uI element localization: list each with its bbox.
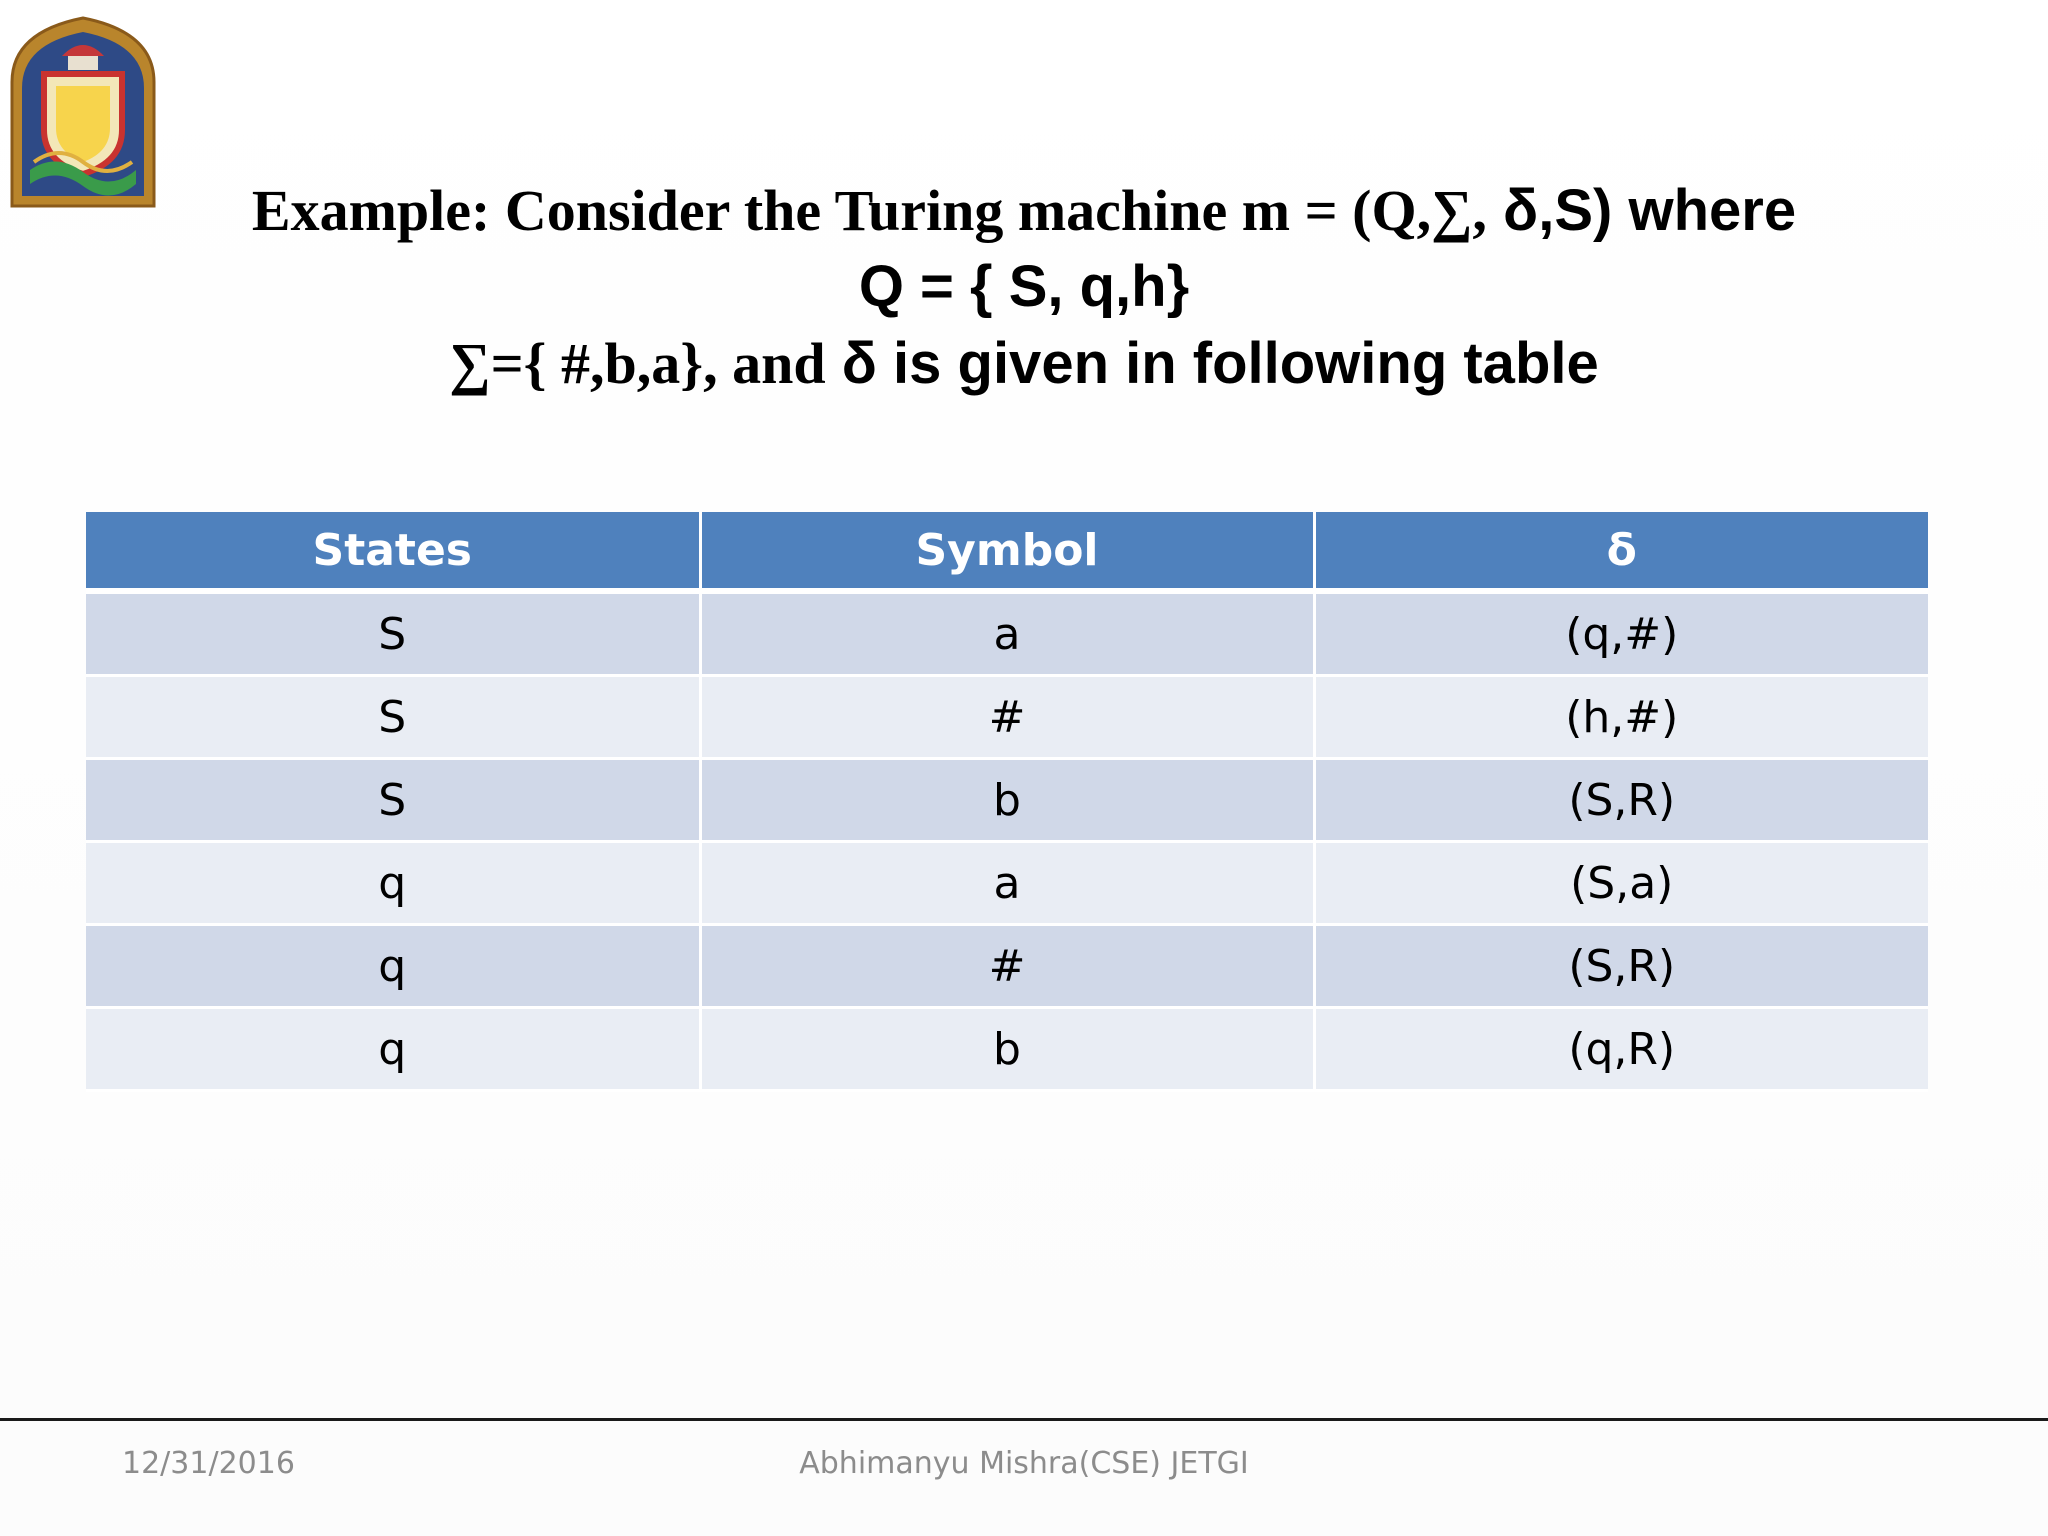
- table-row: [86, 591, 1928, 676]
- title-line-2: Q = { S, q,h}: [858, 254, 1190, 319]
- header-delta: δ: [1314, 512, 1928, 591]
- cell-symbol: #: [700, 925, 1314, 1008]
- cell-transition: (q,R): [1314, 1008, 1928, 1091]
- cell-transition: (S,R): [1314, 759, 1928, 842]
- cell-state: S: [86, 676, 700, 759]
- cell-state: S: [86, 591, 700, 676]
- cell-symbol: b: [700, 759, 1314, 842]
- title-line-1: Example: Consider the Turing machine m = (Q,∑, δ,S) where: [251, 178, 1797, 243]
- table-row: [86, 842, 1928, 925]
- footer-date: 12/31/2016: [122, 1446, 295, 1481]
- table-row: [86, 759, 1928, 842]
- footer-divider: [0, 1418, 2048, 1421]
- cell-transition: (q,#): [1314, 591, 1928, 676]
- slide-title: [0, 172, 2048, 402]
- table-row: [86, 676, 1928, 759]
- transition-table: [86, 512, 1928, 1092]
- cell-transition: (S,R): [1314, 925, 1928, 1008]
- cell-symbol: #: [700, 676, 1314, 759]
- cell-transition: (h,#): [1314, 676, 1928, 759]
- cell-state: S: [86, 759, 700, 842]
- cell-transition: (S,a): [1314, 842, 1928, 925]
- cell-symbol: b: [700, 1008, 1314, 1091]
- cell-state: q: [86, 842, 700, 925]
- table-header-row: [86, 512, 1928, 591]
- footer-author: Abhimanyu Mishra(CSE) JETGI: [799, 1446, 1249, 1481]
- cell-state: q: [86, 925, 700, 1008]
- header-states: States: [86, 512, 700, 591]
- title-line-3: ∑={ #,b,a}, and δ is given in following table: [449, 331, 1599, 396]
- cell-symbol: a: [700, 591, 1314, 676]
- cell-state: q: [86, 1008, 700, 1091]
- table-row: [86, 925, 1928, 1008]
- header-symbol: Symbol: [700, 512, 1314, 591]
- cell-symbol: a: [700, 842, 1314, 925]
- table-row: [86, 1008, 1928, 1091]
